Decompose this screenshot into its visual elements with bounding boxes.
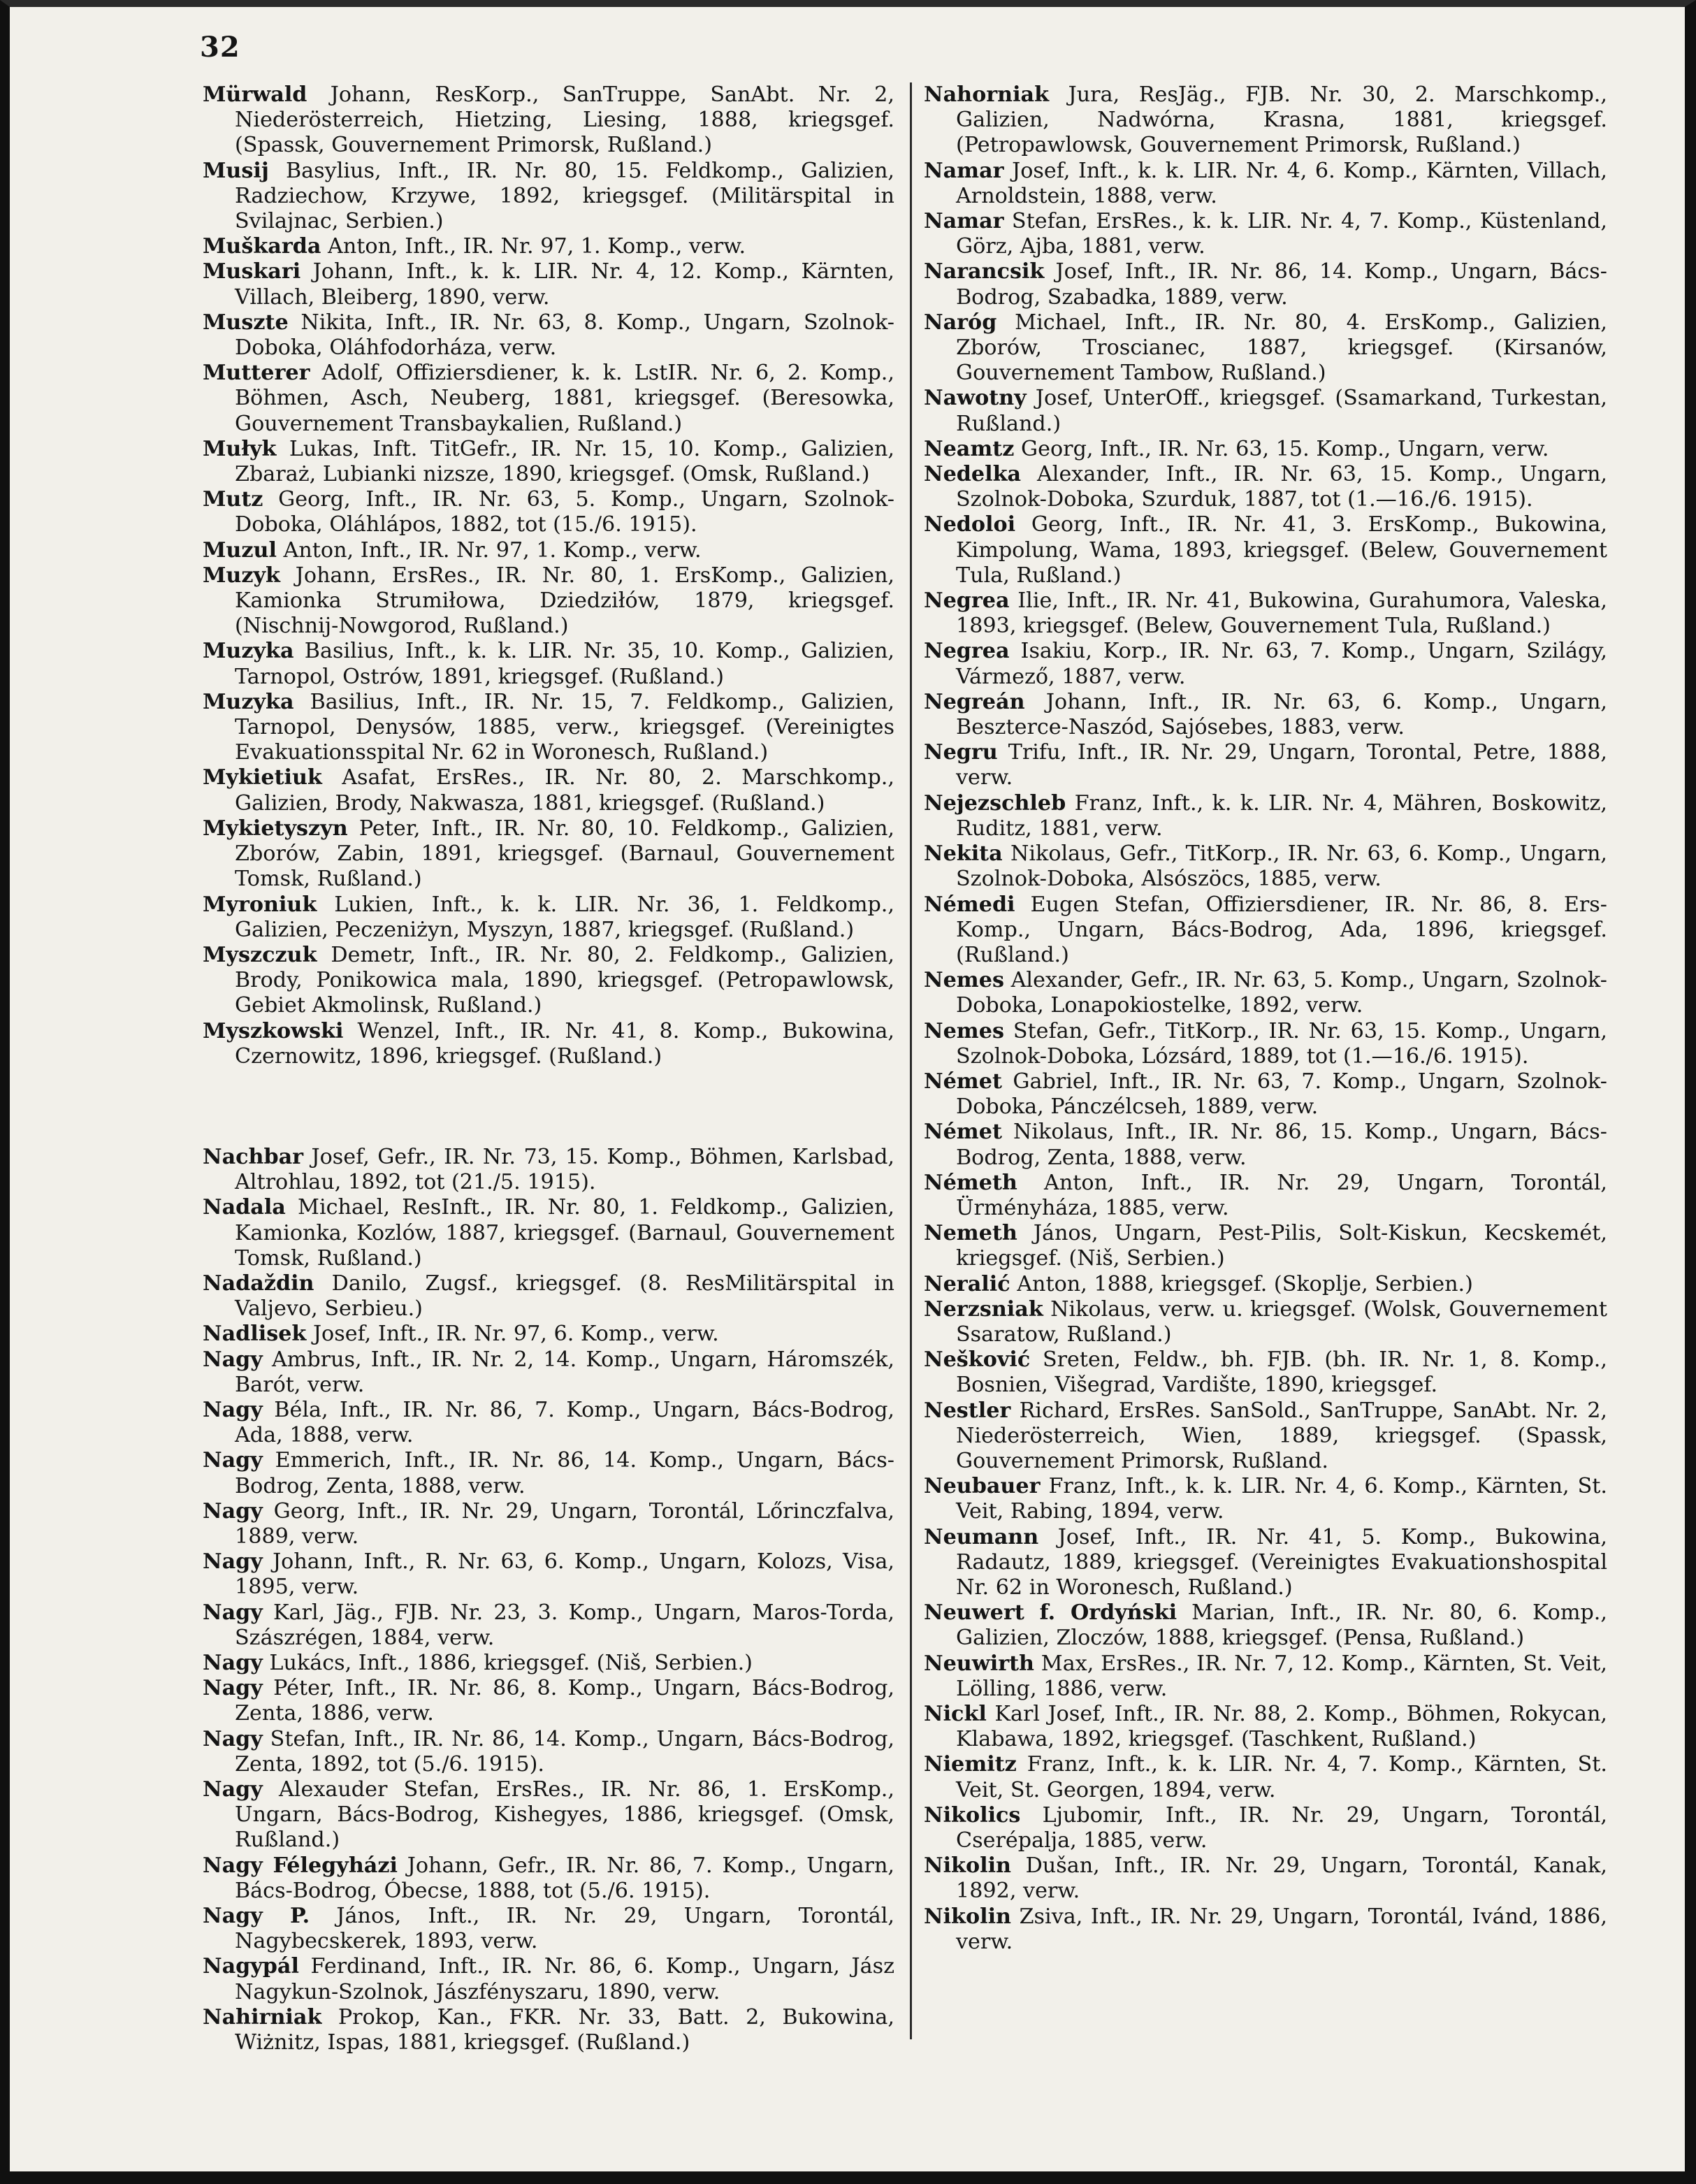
entry-details: Georg, Inft., IR. Nr. 63, 15. Komp., Ungarn, verw. [1021,436,1549,461]
entry-details: Johann, Gefr., IR. Nr. 86, 7. Komp., Ungarn, Bács-Bodrog, Óbecse, 1888, tot (5./6. 1915). [235,1853,894,1903]
entry-surname: Nemeth [924,1221,1017,1246]
entry-surname: Mürwald [203,82,307,107]
register-entry [203,2005,894,2055]
register-entry [203,1271,894,1322]
register-entry [924,82,1607,159]
entry-surname: Nagy [203,1498,263,1524]
entry-details: Peter, Inft., IR. Nr. 80, 10. Feldkomp., Galizien, Zborów, Zabin, 1891, kriegsgef. (Barnaul, Gouvernement Tomsk, Rußland.) [235,816,894,892]
entry-details: Karl, Jäg., FJB. Nr. 23, 3. Komp., Ungarn, Maros-Torda, Szászrégen, 1884, verw. [235,1600,894,1650]
entry-details: Josef, Inft., IR. Nr. 97, 6. Komp., verw. [312,1322,719,1347]
entry-details: Josef, UnterOff., kriegsgef. (Ssamarkand, Turkestan, Rußland.) [956,386,1607,436]
entry-surname: Nagy [203,1549,263,1575]
entry-details: Johann, ErsRes., IR. Nr. 80, 1. ErsKomp., Galizien, Kamionka Strumiłowa, Dziedziłów, 1879, kriegsgef. (Nischnij-Nowgorod, Rußland.) [235,563,894,639]
register-entry [924,259,1607,310]
entry-surname: Mykietiuk [203,765,322,790]
register-entry [203,1448,894,1498]
entry-surname: Nagy [203,1448,263,1473]
register-entry [203,1195,894,1271]
entry-details: Johann, ResKorp., SanTruppe, SanAbt. Nr. 2, Niederösterreich, Hietzing, Liesing, 1888, kriegsgef. (Spassk, Gouvernement Primorsk, Rußland.) [235,82,894,158]
entry-surname: Negru [924,740,998,765]
entry-surname: Muzyka [203,689,294,714]
register-entry [203,943,894,1019]
entry-details: Stefan, Inft., IR. Nr. 86, 14. Komp., Ungarn, Bács-Bodrog, Zenta, 1892, tot (5./6. 1915). [235,1726,894,1777]
register-entry [203,1019,894,1069]
register-entry [924,1904,1607,1955]
entry-details: Josef, Gefr., IR. Nr. 73, 15. Komp., Böhmen, Karlsbad, Altrohlau, 1892, tot (21./5. 1915). [235,1144,894,1195]
entry-surname: Nadaždin [203,1271,314,1296]
register-entry [203,816,894,892]
entry-surname: Nagy P. [203,1904,310,1929]
register-entry [203,1322,894,1347]
entry-surname: Nagy [203,1726,263,1751]
entry-surname: Nagy Félegyházi [203,1853,398,1878]
entry-surname: Niemitz [924,1752,1017,1777]
register-entry [924,386,1607,436]
entry-surname: Mułyk [203,436,277,461]
entry-details: Alexauder Stefan, ErsRes., IR. Nr. 86, 1. ErsKomp., Ungarn, Bács-Bodrog, Kishegyes, 1886, kriegsgef. (Omsk, Rußland.) [235,1777,894,1853]
entry-surname: Namar [924,209,1004,234]
entry-details: Béla, Inft., IR. Nr. 86, 7. Komp., Ungarn, Bács-Bodrog, Ada, 1888, verw. [235,1397,894,1448]
register-entry [203,1727,894,1777]
entry-details: Emmerich, Inft., IR. Nr. 86, 14. Komp., Ungarn, Bács-Bodrog, Zenta, 1888, verw. [235,1448,894,1498]
entry-surname: Neumann [924,1524,1039,1549]
register-entry [203,538,894,563]
entry-surname: Nejezschleb [924,790,1066,816]
entry-details: Michael, Inft., IR. Nr. 80, 4. ErsKomp., Galizien, Zborów, Troscianec, 1887, kriegsgef. (Kirsanów, Gouvernement Tambow, Rußland.) [956,310,1607,386]
entry-surname: Mutz [203,487,263,512]
entry-surname: Neuwirth [924,1651,1034,1676]
entry-details: Dušan, Inft., IR. Nr. 29, Ungarn, Torontál, Kanak, 1892, verw. [956,1853,1607,1904]
entry-details: Basylius, Inft., IR. Nr. 80, 15. Feldkomp., Galizien, Radziechow, Krzywe, 1892, kriegsgef. (Militärspital in Svilajnac, Serbien.) [235,158,894,234]
register-entry [924,892,1607,969]
entry-details: Alexander, Gefr., IR. Nr. 63, 5. Komp., Ungarn, Szolnok-Doboka, Lonapokiostelke, 1892, verw. [956,968,1607,1018]
entry-details: Johann, Inft., k. k. LIR. Nr. 4, 12. Komp., Kärnten, Villach, Bleiberg, 1890, verw. [235,259,894,310]
entry-surname: Muškarda [203,234,321,259]
entry-surname: Muskari [203,259,301,284]
entry-details: Eugen Stefan, Offiziersdiener, IR. Nr. 86, 8. Ers-Komp., Ungarn, Bács-Bodrog, Ada, 1896, kriegsgef. (Rußland.) [956,892,1607,967]
register-entry [203,1954,894,2004]
register-entry [924,1600,1607,1651]
entry-details: Jura, ResJäg., FJB. Nr. 30, 2. Marschkomp., Galizien, Nadwórna, Krasna, 1881, kriegsgef. (Petropawlowsk, Gouvernement Primorsk, Rußland.) [956,82,1607,158]
register-entry [203,1676,894,1726]
entry-details: Karl Josef, Inft., IR. Nr. 88, 2. Komp., Böhmen, Rokycan, Klabawa, 1892, kriegsgef. (Taschkent, Rußland.) [956,1702,1607,1752]
register-entry [203,1777,894,1853]
entry-surname: Neuwert f. Ordyński [924,1600,1177,1626]
entry-surname: Nahirniak [203,2004,322,2030]
register-entry [203,1145,894,1195]
register-entry [203,1600,894,1651]
entry-surname: Nachbar [203,1144,304,1169]
entry-details: Nikita, Inft., IR. Nr. 63, 8. Komp., Ungarn, Szolnok-Doboka, Oláhfodorháza, verw. [235,310,894,361]
entry-details: János, Inft., IR. Nr. 29, Ungarn, Torontál, Nagybecskerek, 1893, verw. [235,1904,894,1954]
entry-surname: Nagypál [203,1954,299,1979]
register-entry [924,1297,1607,1347]
entry-details: Josef, Inft., IR. Nr. 41, 5. Komp., Bukowina, Radautz, 1889, kriegsgef. (Vereinigtes Evakuationshospital Nr. 62 in Woronesch, Rußland.) [956,1524,1607,1600]
entry-surname: Nawotny [924,386,1027,411]
entry-details: Demetr, Inft., IR. Nr. 80, 2. Feldkomp., Galizien, Brody, Ponikowica mala, 1890, kriegsgef. (Petropawlowsk, Gebiet Akmolinsk, Rußland.) [235,942,894,1018]
entry-details: Sreten, Feldw., bh. FJB. (bh. IR. Nr. 1, 8. Komp., Bosnien, Višegrad, Vardište, 1890, kriegsgef. [956,1347,1607,1398]
register-entry [203,1398,894,1448]
entry-details: Adolf, Offiziersdiener, k. k. LstIR. Nr. 6, 2. Komp., Böhmen, Asch, Neuberg, 1881, kriegsgef. (Beresowka, Gouvernement Transbaykalien, Rußland.) [235,361,894,436]
entry-surname: Nagy [203,1777,263,1802]
register-entry [924,690,1607,740]
entry-details: Michael, ResInft., IR. Nr. 80, 1. Feldkomp., Galizien, Kamionka, Kozlów, 1887, kriegsgef. (Barnaul, Gouvernement Tomsk, Rußland.) [235,1195,894,1271]
entry-surname: Nadala [203,1195,286,1220]
entry-details: Georg, Inft., IR. Nr. 63, 5. Komp., Ungarn, Szolnok-Doboka, Oláhlápos, 1882, tot (15./6. 1915). [235,487,894,537]
register-entry [924,1019,1607,1069]
entry-details: Johann, Inft., IR. Nr. 63, 6. Komp., Ungarn, Beszterce-Naszód, Sajósebes, 1883, verw. [956,689,1607,740]
entry-surname: Nikolin [924,1904,1011,1929]
register-entry [924,791,1607,841]
entry-surname: Myszkowski [203,1018,344,1043]
entry-details: Johann, Inft., R. Nr. 63, 6. Komp., Ungarn, Kolozs, Visa, 1895, verw. [235,1549,894,1600]
entry-details: Gabriel, Inft., IR. Nr. 63, 7. Komp., Ungarn, Szolnok-Doboka, Pánczélcseh, 1889, verw. [956,1069,1607,1120]
entry-details: Asafat, ErsRes., IR. Nr. 80, 2. Marschkomp., Galizien, Brody, Nakwasza, 1881, kriegsgef. (Rußland.) [235,765,894,816]
register-entry [203,1904,894,1954]
entry-details: Lukács, Inft., 1886, kriegsgef. (Niš, Serbien.) [269,1650,753,1675]
register-entry [203,765,894,816]
entry-details: Franz, Inft., k. k. LIR. Nr. 4, 7. Komp., Kärnten, St. Veit, St. Georgen, 1894, verw. [956,1752,1607,1802]
entry-details: Isakiu, Korp., IR. Nr. 63, 7. Komp., Ungarn, Szilágy, Vármező, 1887, verw. [956,639,1607,689]
right-column [924,82,1607,1955]
entry-surname: Nikolics [924,1802,1021,1828]
register-entry [203,1347,894,1398]
entry-surname: Nekita [924,841,1003,867]
left-column [203,82,894,2055]
register-entry [924,1221,1607,1271]
register-entry [203,1549,894,1600]
register-entry [924,1525,1607,1601]
register-entry [203,639,894,689]
entry-details: Péter, Inft., IR. Nr. 86, 8. Komp., Ungarn, Bács-Bodrog, Zenta, 1886, verw. [235,1676,894,1726]
section-gap [203,1069,894,1145]
register-entry [924,1120,1607,1170]
entry-surname: Naróg [924,310,997,335]
entry-surname: Német [924,1069,1002,1094]
entry-surname: Myroniuk [203,892,317,917]
entry-surname: Nagy [203,1676,263,1701]
entry-details: Anton, 1888, kriegsgef. (Skoplje, Serbien.) [1017,1271,1473,1296]
entry-surname: Muzyk [203,563,280,588]
entry-surname: Mykietyszyn [203,816,348,841]
entry-details: Lukas, Inft. TitGefr., IR. Nr. 15, 10. Komp., Galizien, Zbaraż, Lubianki nizsze, 1890, kriegsgef. (Omsk, Rußland.) [235,436,894,487]
entry-surname: Musij [203,158,269,183]
register-entry [924,968,1607,1018]
register-entry [924,1398,1607,1475]
column-divider [910,82,912,2039]
register-entry [924,1069,1607,1120]
register-entry [924,1853,1607,1904]
entry-details: Max, ErsRes., IR. Nr. 7, 12. Komp., Kärnten, St. Veit, Lölling, 1886, verw. [956,1651,1607,1701]
entry-surname: Nagy [203,1600,263,1625]
entry-surname: Nahorniak [924,82,1050,107]
register-entry [924,159,1607,209]
register-entry [203,892,894,943]
entry-surname: Muzyka [203,639,294,664]
entry-surname: Muszte [203,310,289,335]
entry-surname: Nemes [924,1018,1004,1043]
entry-details: Georg, Inft., IR. Nr. 41, 3. ErsKomp., Bukowina, Kimpolung, Wama, 1893, kriegsgef. (Belew, Gouvernement Tula, Rußland.) [956,512,1607,588]
entry-details: Ambrus, Inft., IR. Nr. 2, 14. Komp., Ungarn, Háromszék, Barót, verw. [235,1347,894,1397]
entry-details: Marian, Inft., IR. Nr. 80, 6. Komp., Galizien, Zloczów, 1888, kriegsgef. (Pensa, Rußland.) [956,1600,1607,1651]
entry-surname: Nerzsniak [924,1296,1043,1322]
register-entry [203,437,894,487]
entry-surname: Neralić [924,1271,1010,1296]
entry-details: Stefan, Gefr., TitKorp., IR. Nr. 63, 15. Komp., Ungarn, Szolnok-Doboka, Lózsárd, 1889, tot (1.—16./6. 1915). [956,1018,1607,1069]
entry-details: Ilie, Inft., IR. Nr. 41, Bukowina, Gurahumora, Valeska, 1893, kriegsgef. (Belew, Gouvernement Tula, Rußland.) [956,588,1607,639]
entry-surname: Negreán [924,689,1025,714]
entry-surname: Mutterer [203,361,310,386]
entry-surname: Német [924,1120,1002,1145]
entry-details: Nikolaus, Gefr., TitKorp., IR. Nr. 63, 6. Komp., Ungarn, Szolnok-Doboka, Alsószöcs, 1885, verw. [956,841,1607,892]
entry-details: Richard, ErsRes. SanSold., SanTruppe, SanAbt. Nr. 2, Niederösterreich, Wien, 1889, kriegsgef. (Spassk, Gouvernement Primorsk, Rußland. [956,1398,1607,1473]
register-entry [924,639,1607,689]
entry-surname: Némedi [924,892,1015,917]
register-entry [924,588,1607,639]
register-entry [924,1651,1607,1702]
entry-surname: Nagy [203,1397,263,1422]
entry-details: János, Ungarn, Pest-Pilis, Solt-Kiskun, Kecskemét, kriegsgef. (Niš, Serbien.) [956,1221,1607,1271]
entry-surname: Nadlisek [203,1322,307,1347]
entry-details: Josef, Inft., IR. Nr. 86, 14. Komp., Ungarn, Bács-Bodrog, Szabadka, 1889, verw. [956,259,1607,310]
entry-surname: Nemes [924,968,1004,993]
page-number: 32 [200,31,240,64]
register-entry [203,259,894,310]
register-entry [203,487,894,537]
entry-surname: Nedoloi [924,512,1016,537]
entry-surname: Nikolin [924,1853,1011,1879]
register-entry [203,1853,894,1904]
register-entry [203,690,894,766]
entry-surname: Narancsik [924,259,1045,284]
register-entry [203,563,894,639]
entry-surname: Namar [924,158,1004,183]
entry-details: Wenzel, Inft., IR. Nr. 41, 8. Komp., Bukowina, Czernowitz, 1896, kriegsgef. (Rußland.) [235,1018,894,1069]
entry-surname: Nagy [203,1347,263,1372]
entry-details: Stefan, ErsRes., k. k. LIR. Nr. 4, 7. Komp., Küstenland, Görz, Ajba, 1881, verw. [956,209,1607,259]
register-entry [924,209,1607,259]
register-entry [924,437,1607,462]
register-entry [924,1752,1607,1802]
register-entry [924,1803,1607,1853]
register-entry [203,159,894,235]
entry-details: Anton, Inft., IR. Nr. 97, 1. Komp., verw. [328,234,746,259]
entry-details: Franz, Inft., k. k. LIR. Nr. 4, 6. Komp., Kärnten, St. Veit, Rabing, 1894, verw. [956,1474,1607,1524]
register-entry [203,361,894,437]
entry-details: Alexander, Inft., IR. Nr. 63, 15. Komp., Ungarn, Szolnok-Doboka, Szurduk, 1887, tot (1.—16./6. 1915). [956,462,1607,512]
entry-details: Franz, Inft., k. k. LIR. Nr. 4, Mähren, Boskowitz, Ruditz, 1881, verw. [956,790,1607,841]
entry-details: Danilo, Zugsf., kriegsgef. (8. ResMilitärspital in Valjevo, Serbieu.) [235,1271,894,1322]
register-entry [924,462,1607,512]
entry-surname: Nestler [924,1398,1011,1423]
entry-details: Anton, Inft., IR. Nr. 97, 1. Komp., verw. [283,537,702,563]
entry-details: Trifu, Inft., IR. Nr. 29, Ungarn, Torontal, Petre, 1888, verw. [956,740,1607,790]
entry-details: Nikolaus, Inft., IR. Nr. 86, 15. Komp., Ungarn, Bács-Bodrog, Zenta, 1888, verw. [956,1120,1607,1170]
register-entry [924,310,1607,386]
entry-details: Ljubomir, Inft., IR. Nr. 29, Ungarn, Torontál, Cserépalja, 1885, verw. [956,1802,1607,1853]
register-entry [924,1702,1607,1752]
register-entry [924,740,1607,790]
register-entry [924,841,1607,892]
register-entry [924,512,1607,588]
entry-surname: Negrea [924,639,1010,664]
entry-surname: Muzul [203,537,277,563]
register-entry [924,1347,1607,1398]
entry-details: Josef, Inft., k. k. LIR. Nr. 4, 6. Komp., Kärnten, Villach, Arnoldstein, 1888, verw. [956,158,1607,208]
register-entry [203,234,894,259]
entry-surname: Nickl [924,1702,987,1726]
entry-surname: Nedelka [924,462,1022,487]
entry-surname: Negrea [924,588,1010,614]
entry-details: Basilius, Inft., k. k. LIR. Nr. 35, 10. Komp., Galizien, Tarnopol, Ostrów, 1891, kriegsgef. (Rußland.) [235,639,894,689]
entry-details: Zsiva, Inft., IR. Nr. 29, Ungarn, Torontál, Ivánd, 1886, verw. [956,1904,1607,1954]
entry-surname: Németh [924,1170,1017,1195]
register-entry [203,1651,894,1676]
entry-details: Lukien, Inft., k. k. LIR. Nr. 36, 1. Feldkomp., Galizien, Peczeniżyn, Myszyn, 1887, kriegsgef. (Rußland.) [235,892,894,942]
entry-surname: Nagy [203,1650,263,1675]
entry-details: Prokop, Kan., FKR. Nr. 33, Batt. 2, Bukowina, Wiżnitz, Ispas, 1881, kriegsgef. (Rußland.) [235,2004,894,2055]
register-entry [203,1499,894,1549]
entry-details: Georg, Inft., IR. Nr. 29, Ungarn, Torontál, Lőrinczfalva, 1889, verw. [235,1498,894,1549]
entry-details: Ferdinand, Inft., IR. Nr. 86, 6. Komp., Ungarn, Jász Nagykun-Szolnok, Jászfényszaru, 1890, verw. [235,1954,894,2004]
entry-surname: Neamtz [924,436,1015,461]
entry-surname: Myszczuk [203,942,317,967]
entry-details: Basilius, Inft., IR. Nr. 15, 7. Feldkomp., Galizien, Tarnopol, Denysów, 1885, verw., kriegsgef. (Vereinigtes Evakuationsspital Nr. 62 in Woronesch, Rußland.) [235,689,894,765]
entry-details: Nikolaus, verw. u. kriegsgef. (Wolsk, Gouvernement Ssaratow, Rußland.) [956,1296,1607,1347]
register-entry [203,310,894,361]
entry-surname: Nešković [924,1347,1031,1373]
register-entry [924,1272,1607,1297]
register-entry [924,1171,1607,1221]
register-entry [924,1474,1607,1524]
entry-details: Anton, Inft., IR. Nr. 29, Ungarn, Torontál, Ürményháza, 1885, verw. [956,1170,1607,1220]
entry-surname: Neubauer [924,1474,1041,1499]
register-entry [203,82,894,159]
